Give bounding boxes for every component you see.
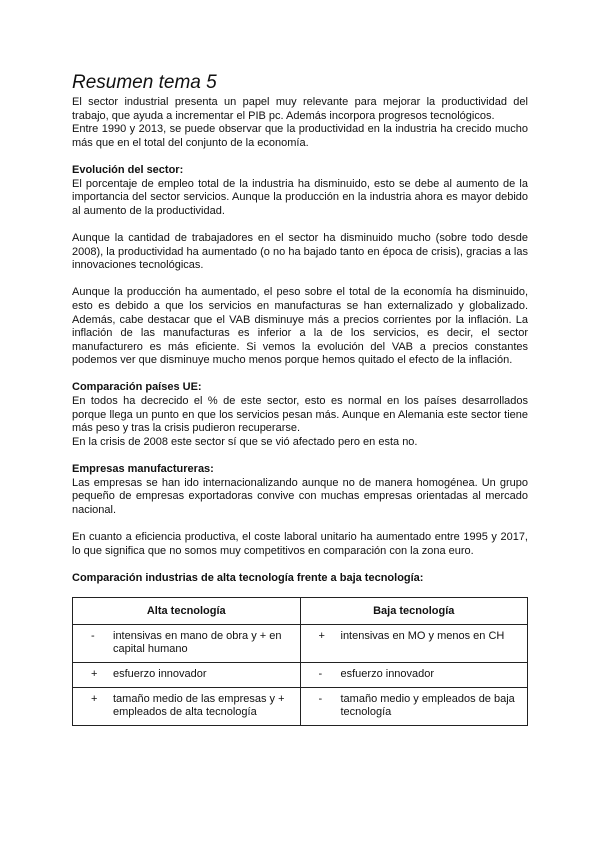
sign-marker: - [318, 693, 323, 706]
section-heading-empresas: Empresas manufactureras: [72, 463, 214, 476]
sign-marker: - [91, 630, 95, 643]
sign-marker: + [318, 630, 325, 643]
cell-text: tamaño medio de las empresas y + empleados de alta tecnología [113, 693, 285, 719]
section-heading-evolucion: Evolución del sector: [72, 163, 184, 176]
sign-marker: + [91, 668, 98, 681]
sign-marker: + [91, 693, 98, 706]
table-row [73, 688, 528, 726]
table-row [73, 663, 528, 688]
table-cell-baja [300, 625, 528, 663]
empresas-paragraph-1: Las empresas se han ido internacionalizando aunque no de manera homogénea. Un grupo pequeño de empresas exportadoras convive con muchas empresas orientadas al mercado nacional. [72, 476, 528, 516]
intro-paragraph-2: Entre 1990 y 2013, se puede observar que la productividad en la industria ha crecido mucho más que en el total del conjunto de la economía. [72, 123, 528, 149]
table-header-row [73, 598, 528, 625]
evolucion-paragraph-1: El porcentaje de empleo total de la industria ha disminuido, esto se debe al aumento de la importancia del sector servicios. Aunque la producción en la industria ahora es mayor debido al aumento de la productividad. [72, 177, 528, 217]
cell-text: intensivas en mano de obra y + en capital humano [113, 630, 282, 656]
cell-text: esfuerzo innovador [113, 668, 207, 681]
cell-text: tamaño medio y empleados de baja tecnología [340, 693, 515, 719]
evolucion-paragraph-3: Aunque la producción ha aumentado, el peso sobre el total de la economía ha disminuido, esto es debido a que los servicios en manufacturas se han externalizado y globalizado. Además, cabe destacar que el VAB disminuye más a precios corrientes por la inflación. La inflación de las manufacturas es inferior a la de los servicios, es decir, el sector manufacturero es más eficiente. Si vemos la evolución del VAB a precios constantes podemos ver que disminuye mucho menos porque hemos quitado el efecto de la inflación. [72, 286, 528, 367]
cell-text: intensivas en MO y menos en CH [340, 630, 505, 643]
column-header-alta: Alta tecnología [73, 598, 301, 625]
intro-paragraph-1: El sector industrial presenta un papel muy relevante para mejorar la productividad del trabajo, que ayuda a incrementar el PIB pc. Además incorpora progresos tecnológicos. [72, 96, 528, 122]
table-cell-alta [73, 625, 301, 663]
column-header-baja: Baja tecnología [300, 598, 528, 625]
table-cell-baja [300, 663, 528, 688]
cell-text: esfuerzo innovador [340, 668, 435, 681]
document-page [72, 72, 528, 726]
table-cell-alta [73, 663, 301, 688]
empresas-paragraph-2: En cuanto a eficiencia productiva, el coste laboral unitario ha aumentado entre 1995 y 2017, lo que significa que no somos muy competitivos en comparación con la zona euro. [72, 531, 528, 557]
evolucion-paragraph-2: Aunque la cantidad de trabajadores en el sector ha disminuido mucho (sobre todo desde 2008), la productividad ha aumentado (o no ha bajado tanto en época de crisis), gracias a las innovaciones tecnológicas. [72, 231, 528, 272]
table-cell-alta [73, 688, 301, 726]
comparison-table [72, 597, 528, 726]
table-cell-baja [300, 688, 528, 726]
section-heading-tabla: Comparación industrias de alta tecnología frente a baja tecnología: [72, 571, 424, 584]
page-title: Resumen tema 5 [72, 72, 217, 93]
sign-marker: - [318, 668, 323, 681]
table-row [73, 625, 528, 663]
comparacion-ue-paragraph-2: En la crisis de 2008 este sector sí que se vió afectado pero en esta no. [72, 435, 418, 448]
section-heading-comparacion-ue: Comparación países UE: [72, 381, 202, 394]
comparacion-ue-paragraph-1: En todos ha decrecido el % de este sector, esto es normal en los países desarrollados porque llega un punto en que los servicios pesan más. Aunque en Alemania este sector tiene más peso y tras la crisis pudieron recuperarse. [72, 395, 528, 435]
